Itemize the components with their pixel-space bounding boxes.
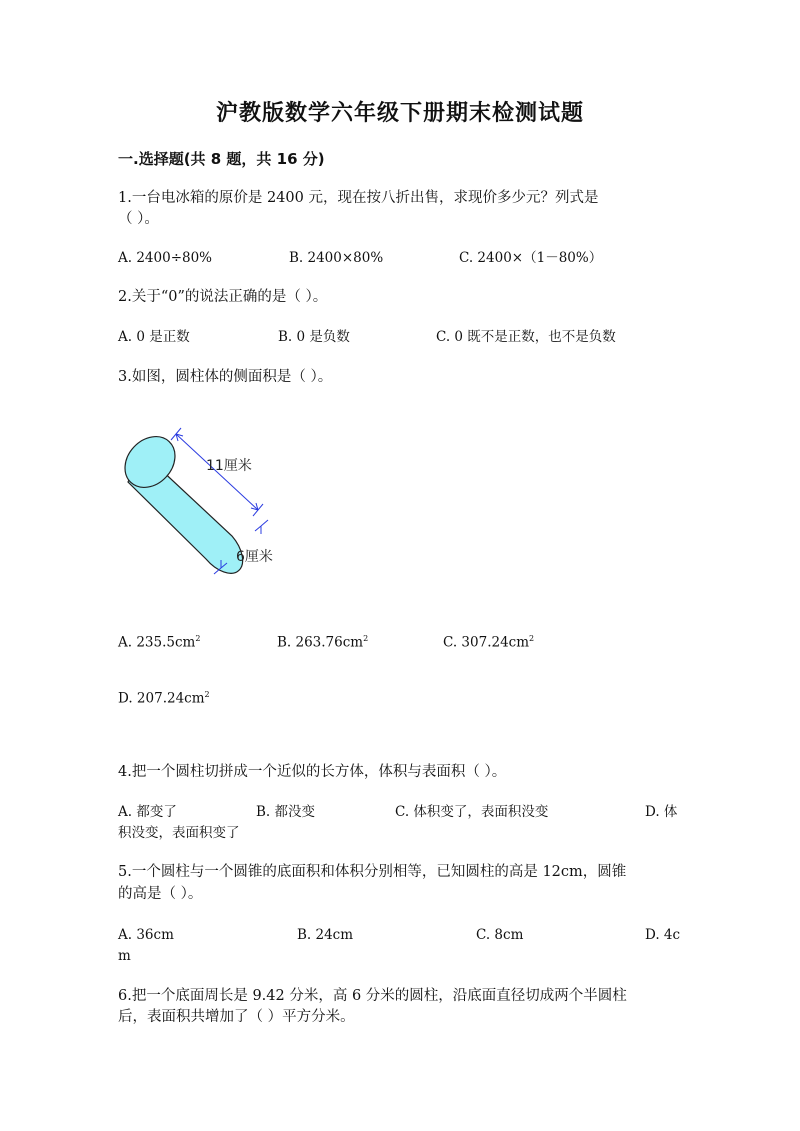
- question-4-text: 4.把一个圆柱切拼成一个近似的长方体，体积与表面积（ ）。: [118, 764, 507, 780]
- q2-option-b[interactable]: B. 0 是负数: [278, 329, 350, 345]
- cylinder-figure: [118, 418, 298, 588]
- question-6-text: 6.把一个底面周长是 9.42 分米，高 6 分米的圆柱，沿底面直径切成两个半圆柱: [118, 988, 627, 1004]
- diameter-label: 6厘米: [236, 549, 273, 565]
- q5-option-a[interactable]: A. 36cm: [118, 927, 174, 943]
- q1-option-a[interactable]: A. 2400÷80%: [118, 250, 213, 266]
- unit-exponent: 2: [363, 634, 369, 643]
- page-title: 沪教版数学六年级下册期末检测试题: [215, 101, 584, 126]
- q1-option-b[interactable]: B. 2400×80%: [289, 250, 384, 266]
- q2-option-c[interactable]: C. 0 既不是正数，也不是负数: [436, 329, 616, 345]
- q3-option-a-text: A. 235.5cm: [118, 634, 196, 651]
- section-title: 一.选择题(共 8 题，共 16 分): [118, 150, 325, 168]
- question-2-text: 2.关于“0”的说法正确的是（ ）。: [118, 289, 328, 305]
- q3-option-d[interactable]: [118, 684, 210, 710]
- q4-option-b[interactable]: B. 都没变: [256, 804, 316, 820]
- q3-option-b-text: B. 263.76cm: [277, 634, 364, 651]
- q5-option-b[interactable]: B. 24cm: [297, 927, 354, 943]
- q3-option-c-text: C. 307.24cm: [443, 634, 530, 651]
- question-3-text: 3.如图，圆柱体的侧面积是（ ）。: [118, 369, 333, 385]
- q3-option-d-text: D. 207.24cm: [118, 690, 205, 707]
- question-5-blank: 的高是（ ）。: [118, 886, 203, 902]
- question-6-text-cont: 后，表面积共增加了（ ）平方分米。: [118, 1009, 355, 1025]
- q3-option-a[interactable]: [118, 628, 200, 654]
- q2-option-a[interactable]: A. 0 是正数: [118, 329, 190, 345]
- question-5-text: 5.一个圆柱与一个圆锥的底面积和体积分别相等，已知圆柱的高是 12cm，圆锥: [118, 864, 627, 880]
- q4-option-a[interactable]: A. 都变了: [118, 804, 177, 820]
- unit-exponent: 2: [529, 634, 535, 643]
- q4-option-d[interactable]: D. 体: [645, 804, 678, 820]
- question-1-text: 1.一台电冰箱的原价是 2400 元，现在按八折出售，求现价多少元？列式是: [118, 190, 599, 206]
- q5-option-d-wrap: m: [118, 948, 131, 964]
- q1-option-c[interactable]: C. 2400×（1－80%）: [459, 250, 603, 266]
- unit-exponent: 2: [204, 690, 210, 699]
- q5-option-d[interactable]: D. 4c: [645, 927, 681, 943]
- q3-option-b[interactable]: [277, 628, 368, 654]
- length-label: 11厘米: [206, 458, 252, 474]
- q3-option-c[interactable]: [443, 628, 534, 654]
- q4-option-c[interactable]: C. 体积变了，表面积没变: [395, 804, 549, 820]
- q5-option-c[interactable]: C. 8cm: [476, 927, 524, 943]
- unit-exponent: 2: [195, 634, 201, 643]
- q4-option-d-wrap: 积没变，表面积变了: [118, 825, 240, 841]
- question-1-blank: （ ）。: [118, 211, 159, 227]
- cylinder-body: [118, 427, 243, 574]
